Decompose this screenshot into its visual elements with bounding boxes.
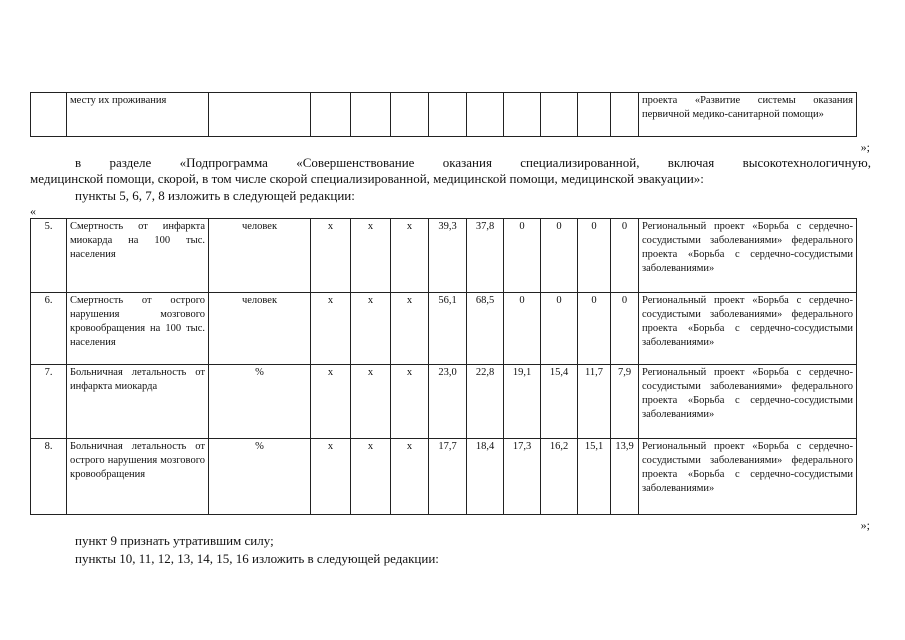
table-row — [31, 93, 857, 137]
table-row — [31, 365, 857, 439]
value-cell: 0 — [504, 219, 541, 293]
indicator-name: Больничная летальность от острого нарушения мозгового кровообращения — [67, 439, 209, 515]
value-cell: х — [311, 293, 351, 365]
source-cell: Региональный проект «Борьба с сердечно-сосудистыми заболеваниями» федерального проекта «Борьба с сердечно-сосудистыми заболеваниями» — [639, 293, 857, 365]
value-cell: 39,3 — [429, 219, 467, 293]
value-cell: х — [311, 365, 351, 439]
value-cell: х — [351, 365, 391, 439]
value-cell: 22,8 — [467, 365, 504, 439]
point-9-paragraph: пункт 9 признать утратившим силу; — [75, 533, 274, 548]
table-row — [31, 219, 857, 293]
value-cell: 15,1 — [578, 439, 611, 515]
unit-cell: человек — [209, 219, 311, 293]
value-cell: 0 — [541, 293, 578, 365]
indicator-name: Смертность от острого нарушения мозгового кровообращения на 100 тыс. населения — [67, 293, 209, 365]
row-number: 5. — [31, 219, 67, 293]
value-cell: 68,5 — [467, 293, 504, 365]
row-number: 6. — [31, 293, 67, 365]
source-cell: Региональный проект «Борьба с сердечно-сосудистыми заболеваниями» федерального проекта «Борьба с сердечно-сосудистыми заболеваниями» — [639, 219, 857, 293]
indicator-name: Больничная летальность от инфаркта миокарда — [67, 365, 209, 439]
value-cell: х — [311, 439, 351, 515]
section-paragraph-line1: в разделе «Подпрограмма «Совершенствование оказания специализированной, включая высокотехнологичную, — [75, 155, 871, 170]
value-cell: 0 — [578, 219, 611, 293]
value-cell: 11,7 — [578, 365, 611, 439]
points-10-16-paragraph: пункты 10, 11, 12, 13, 14, 15, 16 изложить в следующей редакции: — [75, 551, 439, 566]
section-paragraph-line2: медицинской помощи, скорой, в том числе скорой специализированной, медицинской помощи, медицинской эвакуации»: — [30, 171, 704, 186]
value-cell: 13,9 — [611, 439, 639, 515]
source-cell: проекта «Развитие системы оказания первичной медико-санитарной помощи» — [639, 93, 857, 137]
source-cell: Региональный проект «Борьба с сердечно-сосудистыми заболеваниями» федерального проекта «Борьба с сердечно-сосудистыми заболеваниями» — [639, 439, 857, 515]
value-cell: 23,0 — [429, 365, 467, 439]
unit-cell: % — [209, 439, 311, 515]
row-number: 7. — [31, 365, 67, 439]
value-cell: 16,2 — [541, 439, 578, 515]
value-cell: х — [391, 365, 429, 439]
value-cell: х — [391, 293, 429, 365]
table-row — [31, 439, 857, 515]
table-row — [31, 293, 857, 365]
value-cell: х — [351, 439, 391, 515]
value-cell: 56,1 — [429, 293, 467, 365]
value-cell: 37,8 — [467, 219, 504, 293]
indicator-name: месту их проживания — [67, 93, 209, 137]
row-number: 8. — [31, 439, 67, 515]
value-cell: 18,4 — [467, 439, 504, 515]
points-5-8-paragraph: пункты 5, 6, 7, 8 изложить в следующей редакции: — [75, 188, 355, 203]
value-cell: 17,3 — [504, 439, 541, 515]
value-cell: 0 — [611, 293, 639, 365]
value-cell: 0 — [541, 219, 578, 293]
unit-cell: человек — [209, 293, 311, 365]
indicator-name: Смертность от инфаркта миокарда на 100 тыс. населения — [67, 219, 209, 293]
value-cell: 7,9 — [611, 365, 639, 439]
closing-quote: »; — [860, 518, 870, 532]
continued-table — [30, 92, 857, 137]
opening-quote: « — [30, 204, 36, 218]
value-cell: х — [351, 293, 391, 365]
value-cell: 19,1 — [504, 365, 541, 439]
value-cell: х — [391, 439, 429, 515]
closing-quote: »; — [860, 140, 870, 154]
value-cell: 17,7 — [429, 439, 467, 515]
value-cell: 15,4 — [541, 365, 578, 439]
value-cell: х — [391, 219, 429, 293]
value-cell: х — [311, 219, 351, 293]
value-cell: х — [351, 219, 391, 293]
value-cell: 0 — [578, 293, 611, 365]
indicators-table — [30, 218, 857, 515]
value-cell: 0 — [611, 219, 639, 293]
source-cell: Региональный проект «Борьба с сердечно-сосудистыми заболеваниями» федерального проекта «Борьба с сердечно-сосудистыми заболеваниями» — [639, 365, 857, 439]
value-cell: 0 — [504, 293, 541, 365]
unit-cell: % — [209, 365, 311, 439]
